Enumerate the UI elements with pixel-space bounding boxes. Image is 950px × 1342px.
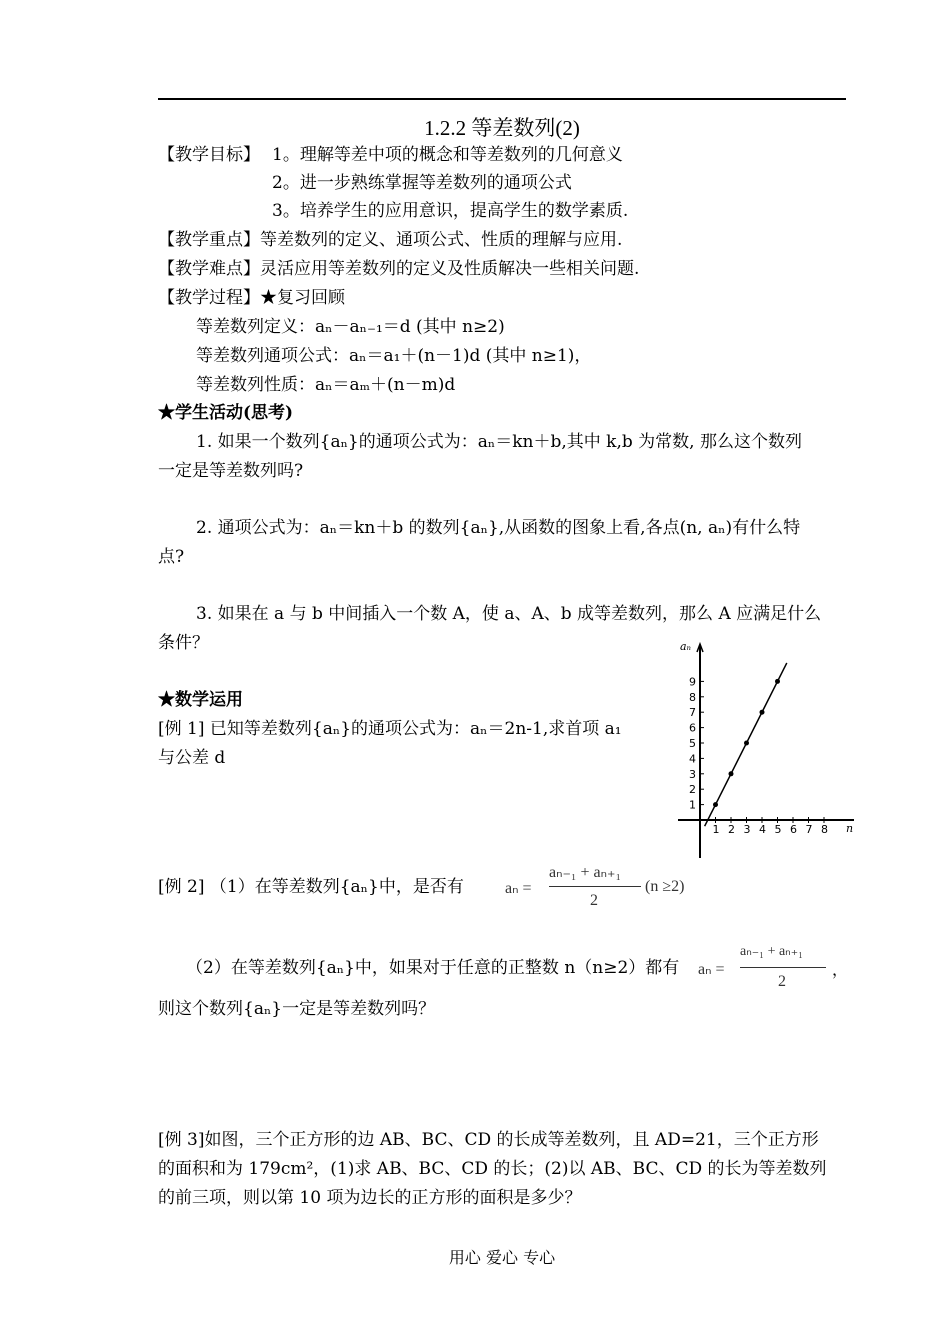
data-point <box>744 741 749 746</box>
y-tick-label: 8 <box>689 690 696 704</box>
x-tick-label: 8 <box>821 823 828 836</box>
question-2-line2: 点? <box>158 547 185 567</box>
formula-lhs: aₙ = <box>505 880 532 897</box>
y-tick-label: 5 <box>689 737 696 750</box>
data-point <box>775 679 780 684</box>
objective-item: 1。理解等差中项的概念和等差数列的几何意义 <box>272 145 623 165</box>
formula-numerator: aₙ₋₁ + aₙ₊₁ <box>549 864 622 881</box>
data-point <box>713 802 718 807</box>
question-2-line1: 2. 通项公式为：aₙ＝kn＋b 的数列{aₙ},从函数的图象上看,各点(n, aₙ)有什么特 <box>196 518 801 538</box>
formula-1 <box>505 862 705 914</box>
formula-numerator: aₙ₋₁ + aₙ₊₁ <box>740 944 804 959</box>
formula-lhs: aₙ = <box>698 961 725 978</box>
x-tick-label: 3 <box>743 823 751 836</box>
x-axis-label: n <box>846 822 854 835</box>
x-tick-label: 7 <box>805 823 813 836</box>
line-chart <box>672 636 862 864</box>
objectives-label: 【教学目标】 <box>158 145 260 165</box>
data-point <box>729 771 734 776</box>
x-tick-label: 5 <box>774 823 782 836</box>
header-rule <box>158 98 846 100</box>
process-label: 【教学过程】★复习回顾 <box>158 288 345 308</box>
example-1-line2: 与公差 d <box>158 748 226 768</box>
objective-item: 3。培养学生的应用意识，提高学生的数学素质. <box>272 201 629 221</box>
question-1-line2: 一定是等差数列吗? <box>158 461 304 481</box>
footer: 用心 爱心 专心 <box>448 1248 556 1267</box>
x-tick-label: 6 <box>790 823 797 836</box>
key-points: 【教学重点】等差数列的定义、通项公式、性质的理解与应用. <box>158 230 623 250</box>
formula-denominator: 2 <box>778 973 786 990</box>
example-2-part3: 则这个数列{aₙ}一定是等差数列吗？ <box>158 999 436 1019</box>
data-point <box>760 710 765 715</box>
question-3-line1: 3. 如果在 a 与 b 中间插入一个数 A，使 a、A、b 成等差数列，那么 A 应满足什么 <box>196 604 822 624</box>
difficulties: 【教学难点】灵活应用等差数列的定义及性质解决一些相关问题. <box>158 259 640 279</box>
y-axis-label: aₙ <box>680 640 692 653</box>
formula-condition: (n ≥2) <box>645 878 685 895</box>
y-tick-label: 3 <box>689 767 696 781</box>
fraction-bar <box>740 967 826 968</box>
y-tick-label: 9 <box>689 675 696 689</box>
y-tick-label: 4 <box>689 752 696 766</box>
fraction-bar <box>549 886 641 887</box>
y-tick-label: 1 <box>689 798 696 812</box>
objective-item: 2。进一步熟练掌握等差数列的通项公式 <box>272 173 572 193</box>
page-title: 1.2.2 等差数列(2) <box>424 116 580 140</box>
formula-2 <box>698 943 848 995</box>
formula-tail: ， <box>832 962 849 979</box>
example-2-part1: [例 2] （1）在等差数列{aₙ}中，是否有 <box>158 877 464 897</box>
x-tick-label: 4 <box>759 823 766 836</box>
example-3-line2: 的面积和为 179cm²，(1)求 AB、BC、CD 的长；(2)以 AB、BC、CD 的长为等差数列 <box>158 1159 827 1179</box>
definition-line: 等差数列定义：aₙ－aₙ₋₁＝d (其中 n≥2) <box>196 317 505 337</box>
example-3-line3: 的前三项，则以第 10 项为边长的正方形的面积是多少？ <box>158 1188 582 1208</box>
question-3-line2: 条件？ <box>158 633 209 653</box>
property-line: 等差数列性质：aₙ＝aₘ＋(n－m)d <box>196 375 456 395</box>
formula-denominator: 2 <box>590 892 598 909</box>
application-heading: ★数学运用 <box>158 690 243 710</box>
formula-line: 等差数列通项公式：aₙ＝a₁＋(n－1)d (其中 n≥1)， <box>196 346 592 366</box>
x-tick-label: 2 <box>728 823 735 836</box>
y-tick-label: 7 <box>689 706 696 720</box>
question-1-line1: 1. 如果一个数列{aₙ}的通项公式为：aₙ＝kn＋b,其中 k,b 为常数, 那么这个数列 <box>196 432 802 452</box>
y-tick-label: 6 <box>689 721 696 735</box>
example-2-part2: （2）在等差数列{aₙ}中，如果对于任意的正整数 n（n≥2）都有 <box>186 958 680 978</box>
activity-heading: ★学生活动(思考) <box>158 403 294 423</box>
example-3-line1: [例 3]如图，三个正方形的边 AB、BC、CD 的长成等差数列，且 AD=21，三个正方形 <box>158 1130 819 1150</box>
example-1-line1: [例 1] 已知等差数列{aₙ}的通项公式为：aₙ＝2n-1,求首项 a₁ <box>158 719 622 739</box>
x-tick-label: 1 <box>712 823 720 836</box>
y-tick-label: 2 <box>689 783 696 797</box>
